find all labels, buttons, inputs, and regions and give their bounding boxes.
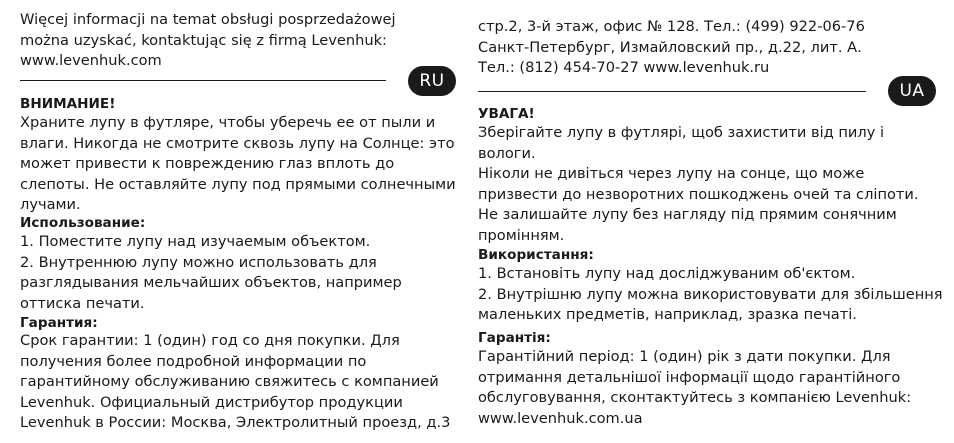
polish-intro: Więcej informacji na temat obsługi posprzedażowej można uzyskać, kontaktując się z firmą Levenhuk: www.levenhuk.com (20, 11, 396, 69)
ua-warranty-heading: Гарантія: (478, 330, 551, 346)
ru-usage-text: 1. Поместите лупу над изучаемым объектом. 2. Внутреннюю лупу можно использовать для разглядывания мельчайших объектов, например оттиска печати. (20, 233, 402, 312)
ru-warning-heading: ВНИМАНИЕ! (20, 96, 116, 112)
ua-warning-text: Зберігайте лупу в футлярі, щоб захистити від пилу і вологи. Ніколи не дивіться через лупу на сонце, що може призвести до незворотних пошкоджень очей та сліпоти. Не залишайте лупу без нагляду під прямим сонячним промінням. (478, 124, 919, 244)
ru-section-divider (20, 80, 386, 81)
ua-warning-heading: УВАГА! (478, 106, 535, 122)
ru-usage-heading: Использование: (20, 215, 146, 231)
ua-warranty-text: Гарантійний період: 1 (один) рік з дати покупки. Для отримання детальнішої інформації щодо гарантійного обслуговування, сконтактуйтесь з компанією Levenhuk: www.levenhuk.com.ua (478, 348, 912, 427)
ua-section-divider (478, 91, 866, 92)
ua-usage-text: 1. Встановіть лупу над досліджуваним об'єктом. 2. Внутрішню лупу можна використовувати для збільшення маленьких предметів, наприклад, зразка печаті. (478, 265, 943, 323)
ua-language-badge: UA (888, 76, 936, 106)
ru-contact-continued: стр.2, 3-й этаж, офис № 128. Тел.: (499) 922-06-76 Санкт-Петербург, Измайловский пр., д.22, лит. А. Тел.: (812) 454-70-27 www.levenhuk.ru (478, 18, 865, 76)
ru-warning-text: Храните лупу в футляре, чтобы уберечь ее от пыли и влаги. Никогда не смотрите сквозь лупу на Солнце: это может привести к повреждению глаз вплоть до слепоты. Не оставляйте лупу под прямыми солнечными лучами. (20, 114, 456, 213)
ru-warranty-heading: Гарантия: (20, 315, 98, 331)
ua-usage-heading: Використання: (478, 247, 594, 263)
ru-language-badge: RU (408, 66, 456, 96)
ru-warranty-text: Срок гарантии: 1 (один) год со дня покупки. Для получения более подробной информации по гарантийному обслуживанию свяжитесь с компанией Levenhuk. Официальный дистрибутор продукции Levenhuk в России: Москва, Электролитный проезд, д.3 (20, 332, 451, 431)
